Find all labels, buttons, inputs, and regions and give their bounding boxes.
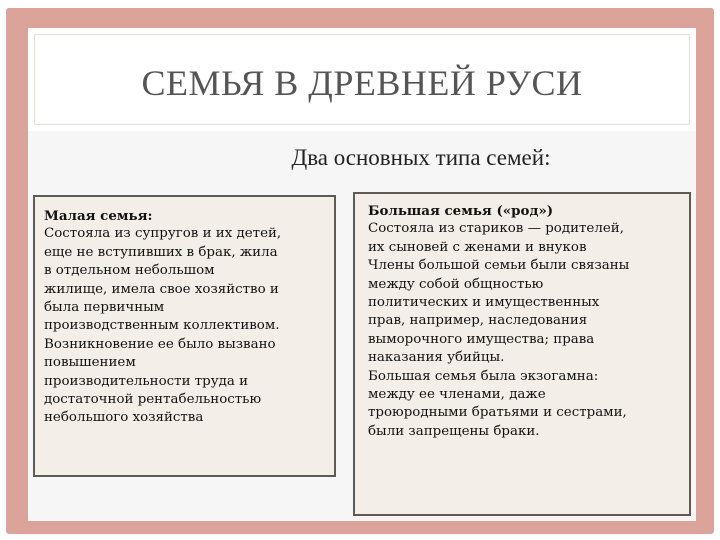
- large-family-line: их сыновей с женами и внуков: [368, 239, 587, 255]
- small-family-line: была первичным: [44, 300, 165, 316]
- slide-title: СЕМЬЯ В ДРЕВНЕЙ РУСИ: [141, 62, 583, 103]
- large-family-heading: Большая семья («род»): [368, 203, 554, 219]
- small-family-line: достаточной рентабельностью: [44, 392, 262, 408]
- large-family-line: троюродными братьями и сестрами,: [368, 405, 627, 421]
- title-panel: [28, 28, 696, 131]
- small-family-box: [33, 195, 336, 477]
- large-family-line: Большая семья была экзогамна:: [368, 368, 599, 384]
- small-family-line: производительности труда и: [44, 373, 249, 389]
- large-family-box: [353, 192, 691, 516]
- small-family-line: еще не вступивших в брак, жила: [44, 244, 278, 260]
- small-family-line: производственным коллективом.: [44, 318, 280, 334]
- small-family-line: жилище, имела свое хозяйство и: [44, 281, 279, 297]
- large-family-line: прав, например, наследования: [368, 313, 588, 329]
- small-family-line: в отдельном небольшом: [44, 263, 215, 279]
- slide-frame: [6, 8, 714, 534]
- large-family-line: Состояла из стариков — родителей,: [368, 221, 624, 237]
- small-family-line: небольшого хозяйства: [44, 410, 204, 426]
- small-family-line: Возникновение ее было вызвано: [44, 336, 276, 352]
- large-family-line: выморочного имущества; права: [368, 331, 595, 347]
- content-panel: [28, 131, 696, 521]
- title-inner-border: [34, 34, 690, 125]
- large-family-line: были запрещены браки.: [368, 423, 540, 439]
- small-family-heading: Малая семья:: [44, 208, 153, 224]
- slide-subtitle: Два основных типа семей:: [291, 145, 551, 170]
- large-family-line: политических и имущественных: [368, 295, 600, 311]
- small-family-line: повышением: [44, 355, 136, 371]
- large-family-line: между собой общностью: [368, 276, 544, 292]
- large-family-line: Члены большой семьи были связаны: [368, 258, 630, 274]
- large-family-line: наказания убийцы.: [368, 350, 505, 366]
- large-family-line: между ее членами, даже: [368, 387, 546, 403]
- small-family-line: Состояла из супругов и их детей,: [44, 226, 282, 242]
